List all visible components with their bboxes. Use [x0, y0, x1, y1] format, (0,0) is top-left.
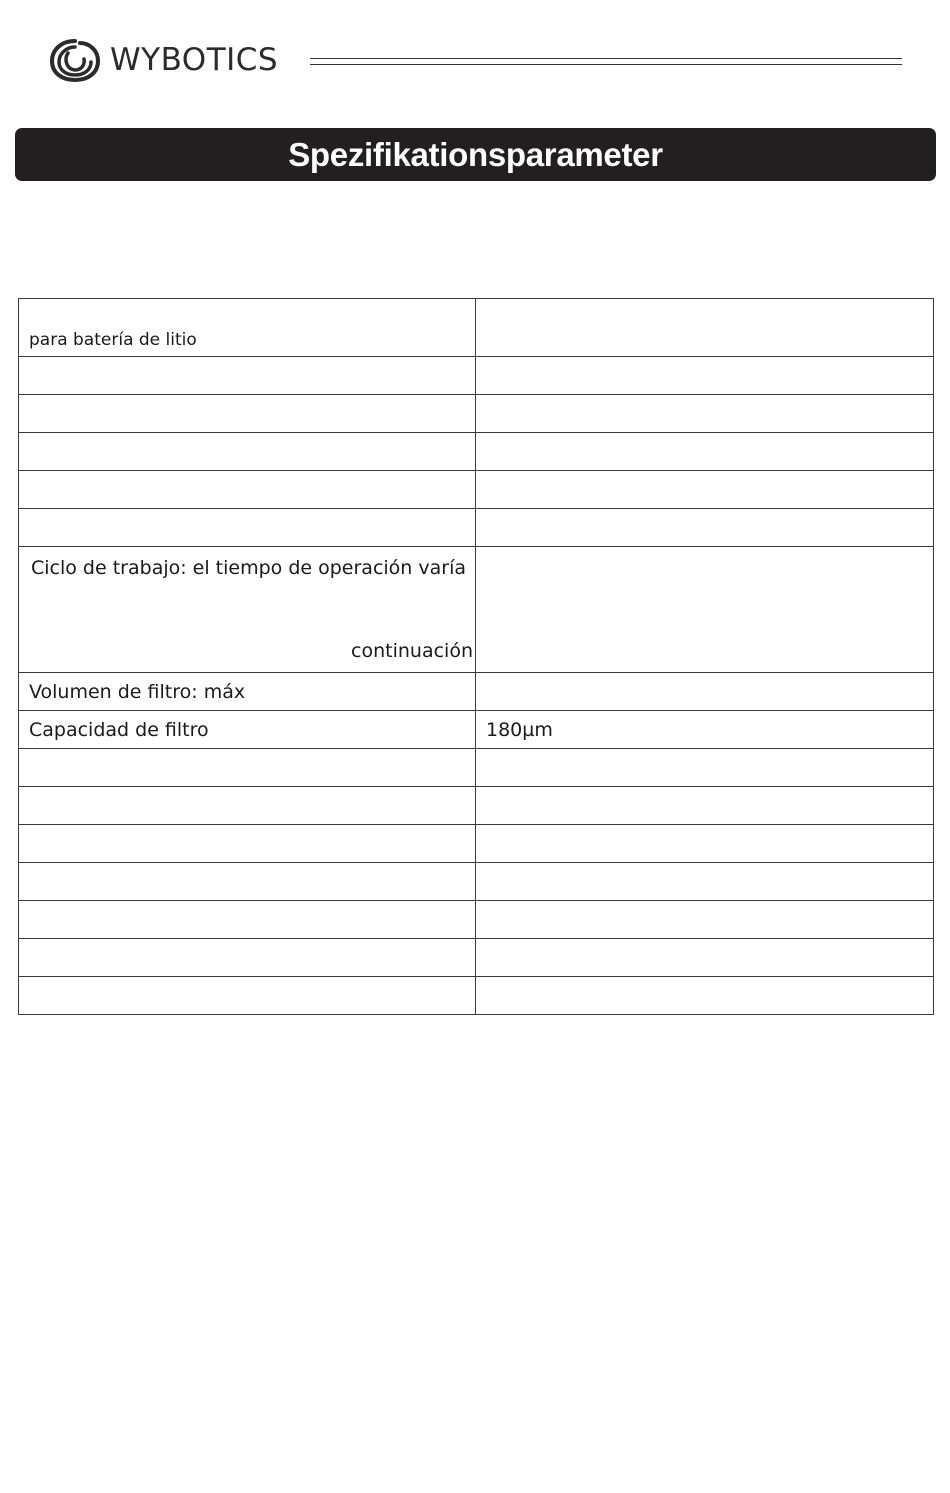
row-label — [19, 825, 476, 863]
wybotics-logo-icon — [48, 37, 102, 83]
table-row — [19, 673, 934, 711]
row-label-line2: continuación — [351, 640, 473, 662]
row-value — [476, 749, 934, 787]
row-value — [476, 939, 934, 977]
row-label — [19, 977, 476, 1015]
brand-name: WYBOTICS — [110, 41, 279, 78]
row-label-multiline — [19, 547, 476, 673]
row-label — [19, 787, 476, 825]
row-label — [19, 509, 476, 547]
table-row — [19, 547, 934, 673]
row-label: Capacidad de filtro — [19, 711, 476, 749]
row-value — [476, 433, 934, 471]
row-label — [19, 433, 476, 471]
table-row — [19, 901, 934, 939]
brand-logo — [48, 36, 278, 84]
row-value — [476, 509, 934, 547]
row-value — [476, 787, 934, 825]
row-value — [476, 863, 934, 901]
row-value — [476, 471, 934, 509]
table-row — [19, 939, 934, 977]
row-value — [476, 901, 934, 939]
row-label — [19, 471, 476, 509]
row-label — [19, 939, 476, 977]
row-label — [19, 901, 476, 939]
row-value — [476, 299, 934, 357]
row-label — [19, 395, 476, 433]
table-row — [19, 357, 934, 395]
table-row — [19, 787, 934, 825]
row-value — [476, 395, 934, 433]
row-value — [476, 825, 934, 863]
row-label: para batería de litio — [19, 299, 476, 357]
title-bar — [15, 128, 936, 181]
spec-table — [18, 298, 934, 1015]
table-row — [19, 299, 934, 357]
header — [48, 36, 904, 84]
header-divider — [310, 58, 902, 65]
row-value — [476, 673, 934, 711]
row-label — [19, 863, 476, 901]
row-label — [19, 749, 476, 787]
row-label: Volumen de filtro: máx — [19, 673, 476, 711]
table-row — [19, 863, 934, 901]
table-row — [19, 749, 934, 787]
row-value — [476, 357, 934, 395]
table-row — [19, 471, 934, 509]
table-row — [19, 509, 934, 547]
table-row — [19, 711, 934, 749]
row-label — [19, 357, 476, 395]
table-row — [19, 433, 934, 471]
table-row — [19, 825, 934, 863]
row-value — [476, 977, 934, 1015]
table-row — [19, 977, 934, 1015]
page-title: Spezifikationsparameter — [288, 135, 663, 173]
table-row — [19, 395, 934, 433]
row-label-line1: Ciclo de trabajo: el tiempo de operación varía — [31, 557, 467, 579]
row-value: 180µm — [476, 711, 934, 749]
row-value — [476, 547, 934, 673]
